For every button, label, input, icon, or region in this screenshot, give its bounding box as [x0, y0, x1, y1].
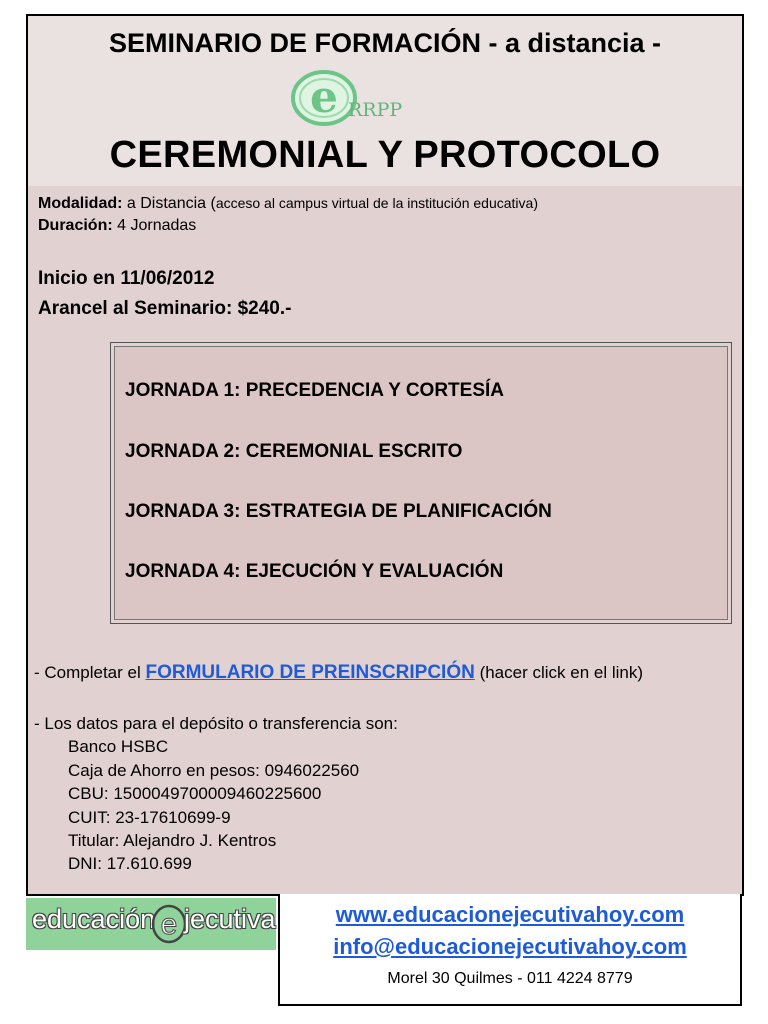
- modality-row: [38, 192, 538, 215]
- preinscription-form-link[interactable]: FORMULARIO DE PREINSCRIPCIÓN: [145, 662, 475, 683]
- duration-row: [38, 215, 538, 237]
- address: Morel 30 Quilmes - 011 4224 8779: [387, 970, 633, 987]
- jornadas-box: [110, 342, 732, 624]
- bank-line: CUIT: 23-17610699-9: [68, 807, 231, 827]
- start-date: Inicio en 11/06/2012: [38, 268, 215, 289]
- logo-right-text: jecutiva: [184, 904, 276, 934]
- errpp-logo-icon: [290, 68, 470, 128]
- bank-intro: - Los datos para el depósito o transferencia son:: [34, 714, 398, 733]
- flyer: [26, 14, 742, 1006]
- logo-text: RRPP: [348, 99, 403, 121]
- bank-line: Titular: Alejandro J. Kentros: [68, 831, 277, 851]
- fee: Arancel al Seminario: $240.-: [38, 298, 292, 319]
- jornada-item: JORNADA 2: CEREMONIAL ESCRITO: [125, 441, 463, 462]
- bank-line: CBU: 1500049700009460225600: [68, 784, 322, 804]
- contact-box: [278, 894, 742, 1006]
- course-title: CEREMONIAL Y PROTOCOLO: [109, 134, 661, 176]
- jornada-item: JORNADA 3: ESTRATEGIA DE PLANIFICACIÓN: [125, 501, 552, 522]
- duration-value: 4 Jornadas: [117, 217, 197, 234]
- jornada-item: JORNADA 4: EJECUCIÓN Y EVALUACIÓN: [125, 561, 504, 582]
- form-prefix: - Completar el: [34, 663, 146, 682]
- email-link[interactable]: info@educacionejecutivahoy.com: [333, 934, 687, 959]
- form-suffix: (hacer click en el link): [474, 663, 644, 682]
- e-circle-icon: [151, 904, 187, 944]
- educacion-ejecutiva-logo: [26, 898, 276, 950]
- logo-left-text: educación: [32, 904, 156, 934]
- bank-line: DNI: 17.610.699: [68, 854, 192, 874]
- jornada-item: JORNADA 1: PRECEDENCIA Y CORTESÍA: [125, 380, 505, 401]
- course-info: [38, 192, 538, 237]
- seminar-title: SEMINARIO DE FORMACIÓN - a distancia -: [108, 28, 662, 58]
- modality-label: Modalidad:: [38, 195, 123, 212]
- logo-e-letter: e: [160, 908, 178, 941]
- bank-line: Banco HSBC: [68, 737, 169, 757]
- duration-label: Duración:: [38, 217, 113, 234]
- start-block: [38, 264, 291, 324]
- header-section: [26, 14, 744, 188]
- modality-note: acceso al campus virtual de la institución educativa): [215, 195, 538, 211]
- footer: [26, 894, 742, 1006]
- svg-text:e: e: [310, 72, 338, 123]
- bank-details: [34, 712, 398, 876]
- form-instruction: [34, 662, 643, 684]
- modality-value: a Distancia (: [126, 195, 216, 212]
- website-link[interactable]: www.educacionejecutivahoy.com: [335, 902, 685, 927]
- bank-line: Caja de Ahorro en pesos: 0946022560: [68, 760, 360, 780]
- body-section: [26, 186, 744, 896]
